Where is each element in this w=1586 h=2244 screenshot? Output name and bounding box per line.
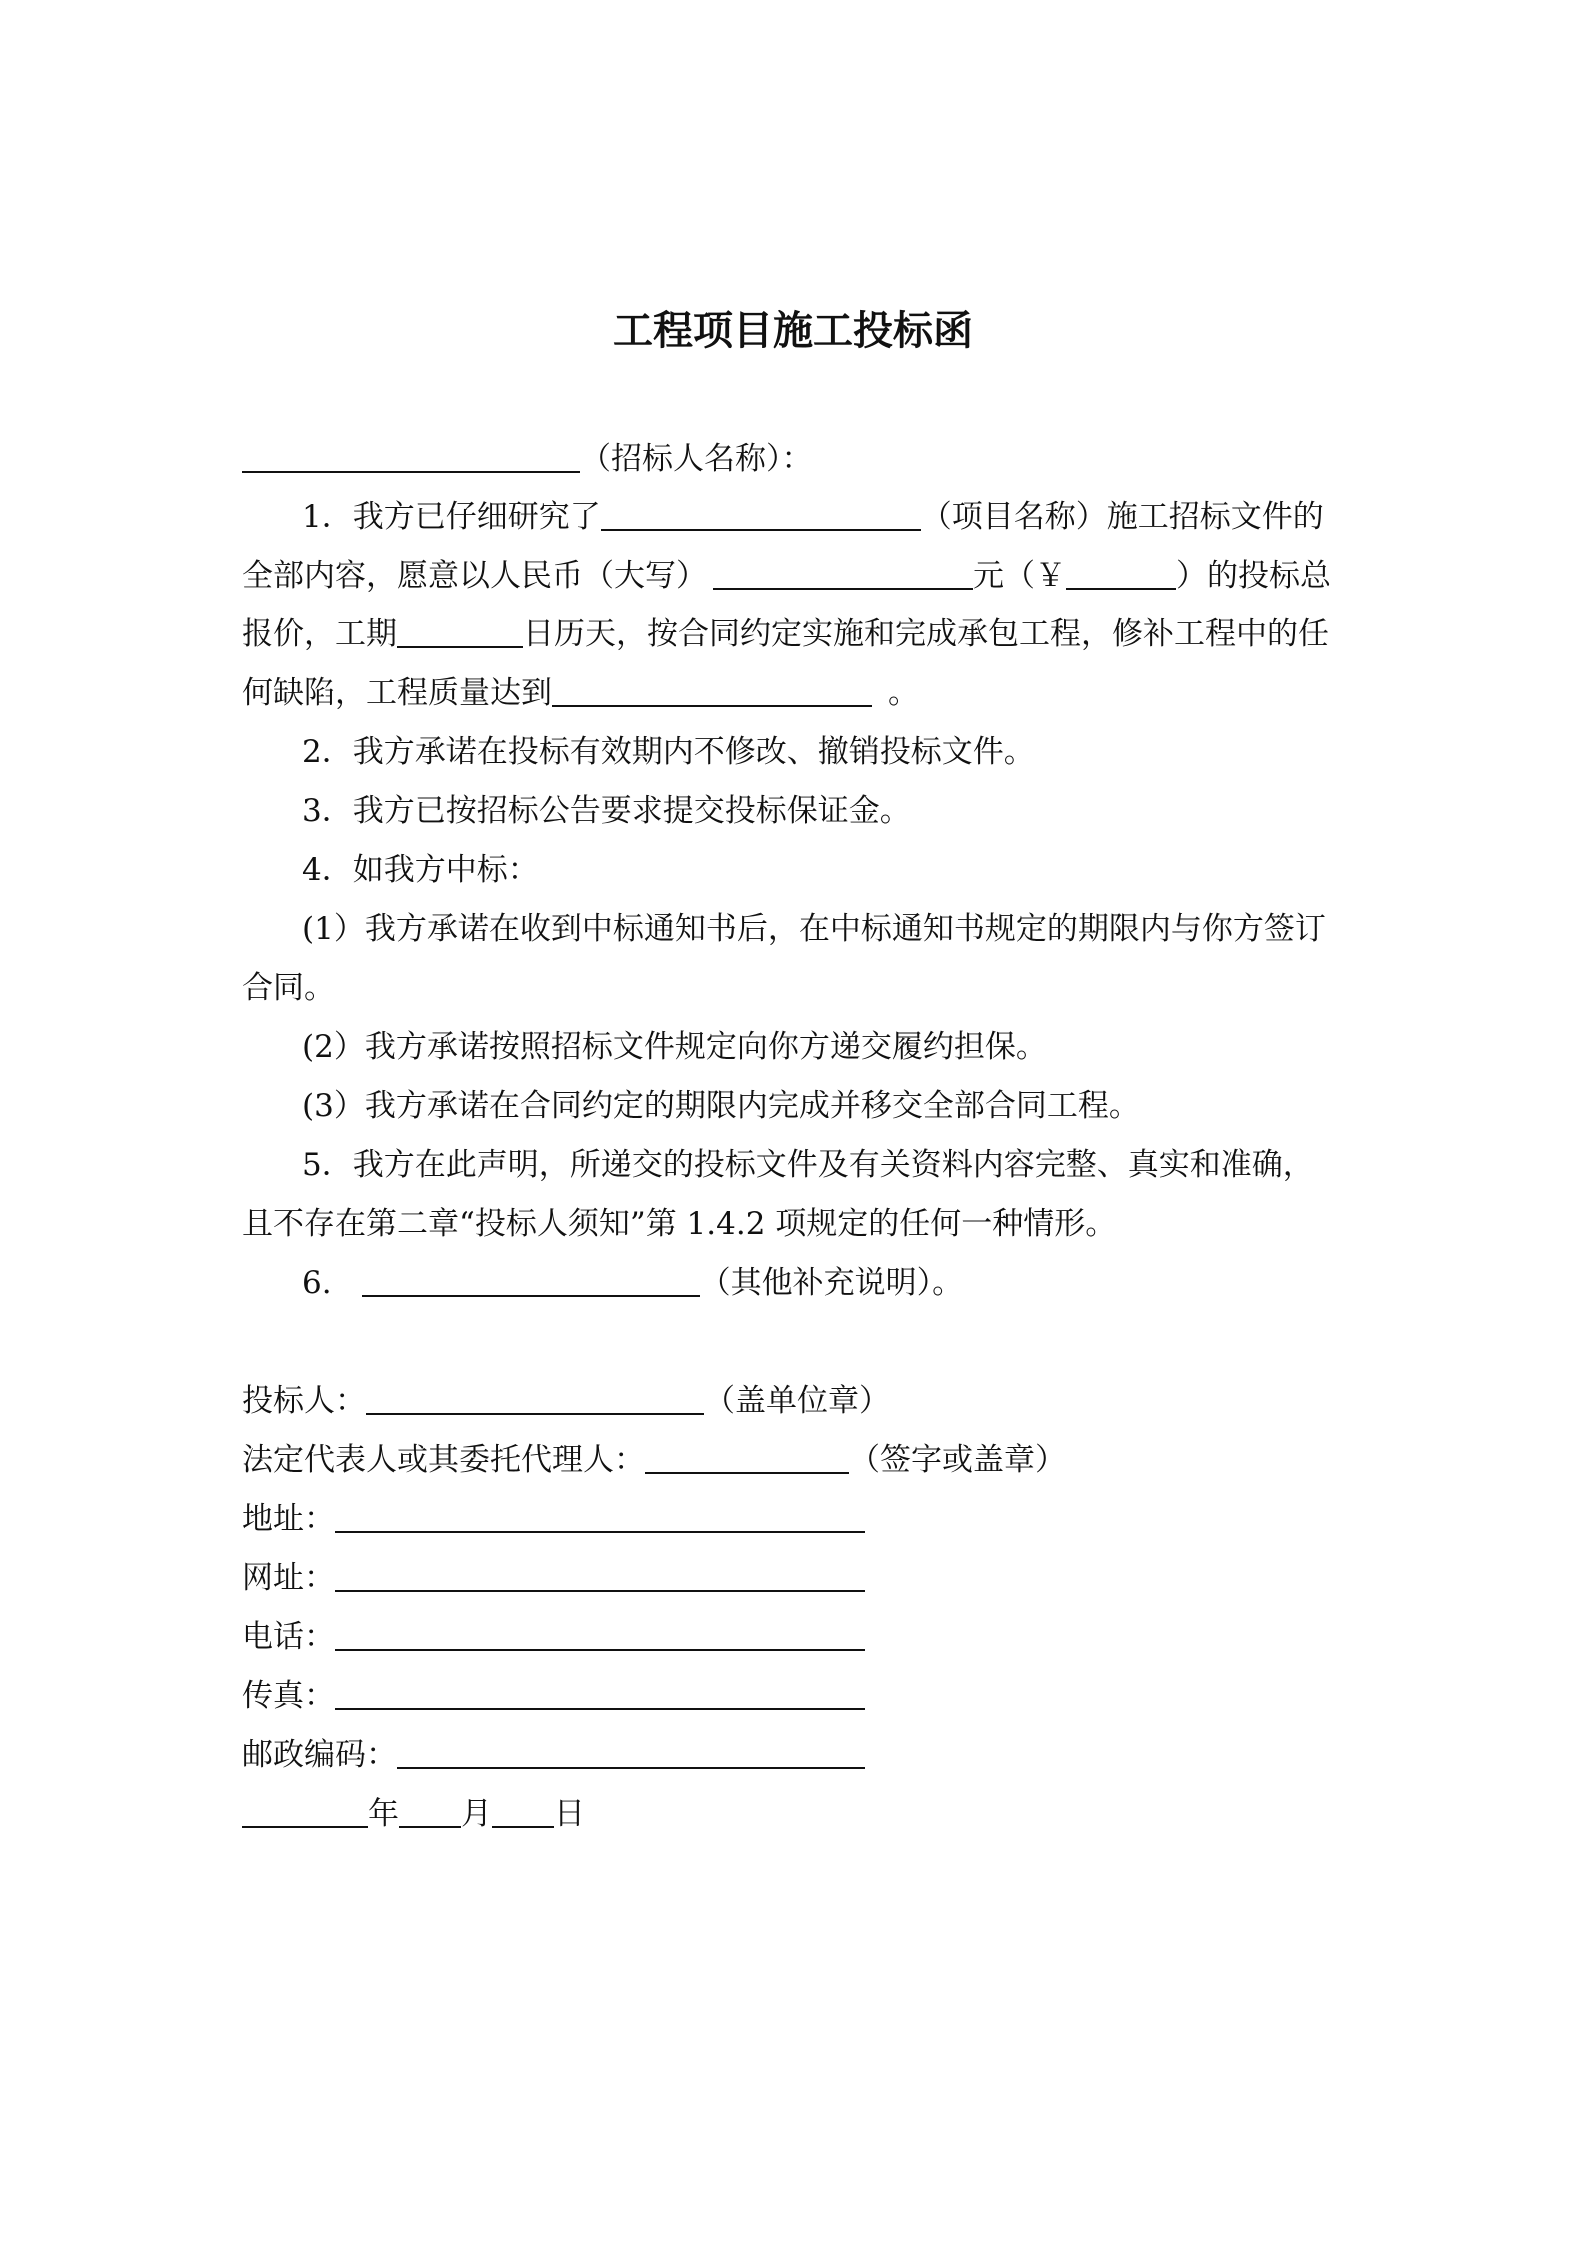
clause1-line3-prefix: 报价，工期 xyxy=(242,616,397,652)
clause1-line2-yuan: 元（￥ xyxy=(973,558,1066,594)
fax-blank[interactable] xyxy=(335,1678,865,1710)
bidder-label: 投标人： xyxy=(242,1383,366,1419)
website-label: 网址： xyxy=(242,1560,335,1596)
fax-line xyxy=(242,1676,865,1716)
year-label: 年 xyxy=(368,1796,399,1832)
clause1-after-project: （项目名称）施工招标文件的 xyxy=(920,499,1324,535)
sub-clause1-line2: 合同。 xyxy=(242,970,335,1006)
fax-label: 传真： xyxy=(242,1678,335,1714)
representative-label: 法定代表人或其委托代理人： xyxy=(242,1442,645,1478)
day-blank[interactable] xyxy=(492,1796,554,1828)
website-blank[interactable] xyxy=(335,1560,865,1592)
clause1-line3 xyxy=(242,614,1329,654)
project-name-blank[interactable] xyxy=(601,499,921,531)
clause1-line4-suffix: 。 xyxy=(888,675,919,711)
sub-clause3: (3）我方承诺在合同约定的期限内完成并移交全部合同工程。 xyxy=(302,1088,1140,1124)
website-line xyxy=(242,1558,865,1598)
representative-note: （签字或盖章） xyxy=(849,1442,1066,1478)
clause1-line2-suffix: ）的投标总 xyxy=(1176,558,1331,594)
date-line xyxy=(242,1794,585,1834)
clause6-suffix: （其他补充说明）。 xyxy=(699,1265,964,1301)
clause1-line4 xyxy=(242,673,919,713)
supplement-blank[interactable] xyxy=(362,1265,700,1297)
clause6-prefix: 6. xyxy=(302,1265,332,1301)
bidder-note: （盖单位章） xyxy=(704,1383,890,1419)
recipient-name-blank[interactable] xyxy=(242,441,580,473)
amount-figures-blank[interactable] xyxy=(1066,558,1176,590)
clause2: 2．我方承诺在投标有效期内不修改、撤销投标文件。 xyxy=(302,734,1035,770)
address-label: 地址： xyxy=(242,1501,335,1537)
phone-label: 电话： xyxy=(242,1619,335,1655)
year-blank[interactable] xyxy=(242,1796,368,1828)
postcode-blank[interactable] xyxy=(397,1737,865,1769)
month-blank[interactable] xyxy=(399,1796,461,1828)
month-label: 月 xyxy=(461,1796,492,1832)
duration-blank[interactable] xyxy=(397,616,523,648)
clause1-line4-prefix: 何缺陷，工程质量达到 xyxy=(242,675,552,711)
clause1-line3-suffix: 日历天，按合同约定实施和完成承包工程，修补工程中的任 xyxy=(523,616,1329,652)
representative-blank[interactable] xyxy=(645,1442,849,1474)
salutation-line xyxy=(242,439,813,479)
address-blank[interactable] xyxy=(335,1501,865,1533)
salutation-suffix: （招标人名称）： xyxy=(580,441,813,477)
clause5-line2: 且不存在第二章“投标人须知”第 1.4.2 项规定的任何一种情形。 xyxy=(242,1206,1117,1242)
clause1-line2-prefix: 全部内容，愿意以人民币（大写） xyxy=(242,558,707,594)
day-label: 日 xyxy=(554,1796,585,1832)
sub-clause2: (2）我方承诺按照招标文件规定向你方递交履约担保。 xyxy=(302,1029,1047,1065)
clause4: 4．如我方中标： xyxy=(302,852,539,888)
bidder-line xyxy=(242,1381,890,1421)
address-line xyxy=(242,1499,865,1539)
clause1-prefix: 1．我方已仔细研究了 xyxy=(302,499,601,535)
clause5-line1: 5．我方在此声明，所递交的投标文件及有关资料内容完整、真实和准确， xyxy=(302,1147,1314,1183)
document-title: 工程项目施工投标函 xyxy=(613,308,973,354)
representative-line xyxy=(242,1440,1066,1480)
phone-line xyxy=(242,1617,865,1657)
clause1-line1 xyxy=(302,497,1324,537)
bidder-blank[interactable] xyxy=(366,1383,704,1415)
clause6-line xyxy=(302,1263,963,1303)
postcode-label: 邮政编码： xyxy=(242,1737,397,1773)
sub-clause1-line1: (1）我方承诺在收到中标通知书后，在中标通知书规定的期限内与你方签订 xyxy=(302,911,1326,947)
postcode-line xyxy=(242,1735,865,1775)
clause1-line2 xyxy=(242,556,1331,596)
phone-blank[interactable] xyxy=(335,1619,865,1651)
clause3: 3．我方已按招标公告要求提交投标保证金。 xyxy=(302,793,911,829)
amount-words-blank[interactable] xyxy=(713,558,973,590)
quality-blank[interactable] xyxy=(552,675,872,707)
